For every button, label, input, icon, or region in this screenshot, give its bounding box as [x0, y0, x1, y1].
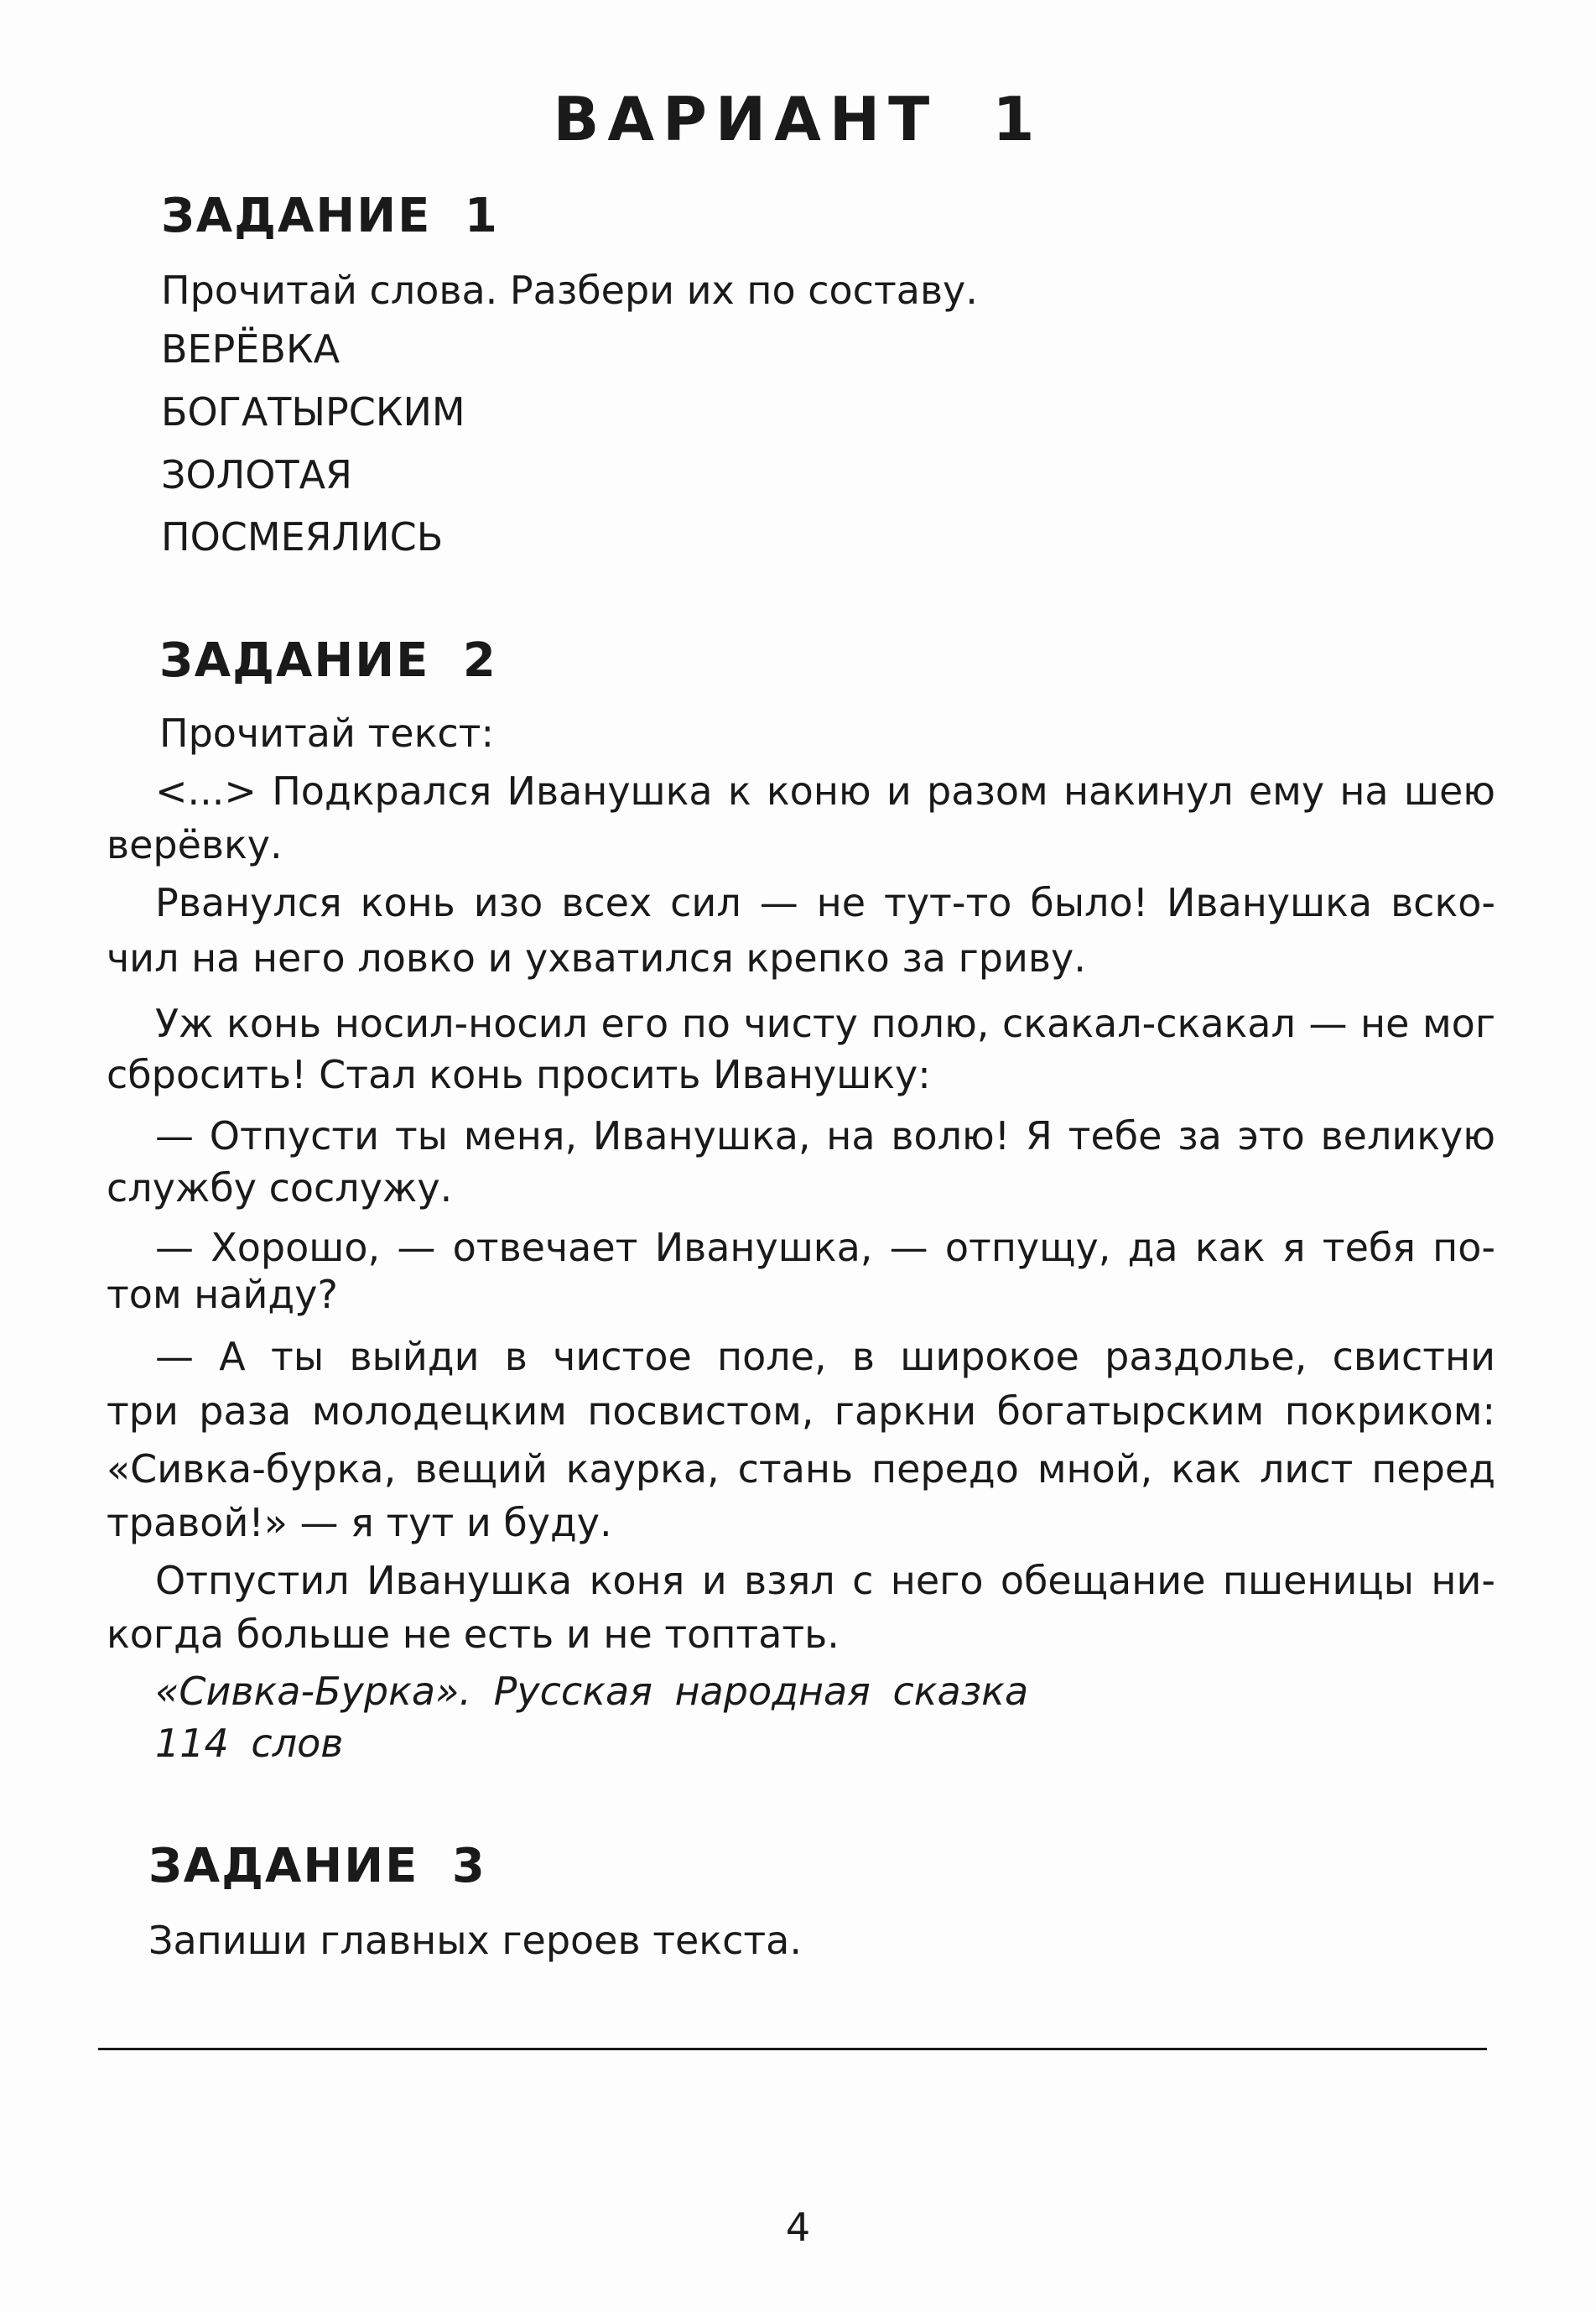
- task3-heading: ЗАДАНИЕ 3: [148, 1839, 486, 1893]
- variant-title: ВАРИАНТ 1: [553, 84, 1043, 154]
- text-line: том найду?: [107, 1272, 338, 1317]
- task1-word: ВЕРЁВКА: [161, 326, 341, 372]
- text-line: Уж конь носил-носил его по чисту полю, скакал-скакал — не мог: [155, 1001, 1495, 1046]
- task1-word: БОГАТЫРСКИМ: [161, 389, 465, 435]
- task2-instruction: Прочитай текст:: [159, 711, 494, 756]
- task1-word: ЗОЛОТАЯ: [161, 452, 353, 497]
- text-line: Рванулся конь изо всех сил — не тут-то было! Иванушка вско-: [155, 880, 1495, 925]
- task2-heading: ЗАДАНИЕ 2: [159, 633, 497, 688]
- text-line: три раза молодецким посвистом, гаркни богатырским покриком:: [107, 1388, 1495, 1434]
- text-line: верёвку.: [107, 822, 283, 867]
- word-count: 114 слов: [155, 1721, 344, 1766]
- answer-line: [98, 2048, 1487, 2050]
- task3-instruction: Запиши главных героев текста.: [148, 1918, 802, 1963]
- text-line: — Отпусти ты меня, Иванушка, на волю! Я тебе за это великую: [155, 1113, 1495, 1159]
- task1-heading: ЗАДАНИЕ 1: [161, 189, 499, 243]
- text-line: сбросить! Стал конь просить Иванушку:: [107, 1052, 931, 1097]
- text-line: — А ты выйди в чистое поле, в широкое раздолье, свистни: [155, 1334, 1495, 1379]
- text-source: «Сивка-Бурка». Русская народная сказка: [155, 1669, 1029, 1714]
- text-line: <...> Подкрался Иванушка к коню и разом накинул ему на шею: [155, 768, 1495, 814]
- task1-word: ПОСМЕЯЛИСЬ: [161, 514, 444, 560]
- task1-instruction: Прочитай слова. Разбери их по составу.: [161, 268, 978, 313]
- text-line: «Сивка-бурка, вещий каурка, стань передо мной, как лист перед: [107, 1446, 1495, 1492]
- text-line: Отпустил Иванушка коня и взял с него обещание пшеницы ни-: [155, 1558, 1495, 1603]
- text-line: чил на него ловко и ухватился крепко за гриву.: [107, 935, 1086, 981]
- text-line: — Хорошо, — отвечает Иванушка, — отпущу, да как я тебя по-: [155, 1225, 1495, 1270]
- text-line: когда больше не есть и не топтать.: [107, 1612, 840, 1657]
- page-number: 4: [785, 2205, 811, 2250]
- text-line: травой!» — я тут и буду.: [107, 1500, 612, 1545]
- text-line: службу сослужу.: [107, 1165, 453, 1211]
